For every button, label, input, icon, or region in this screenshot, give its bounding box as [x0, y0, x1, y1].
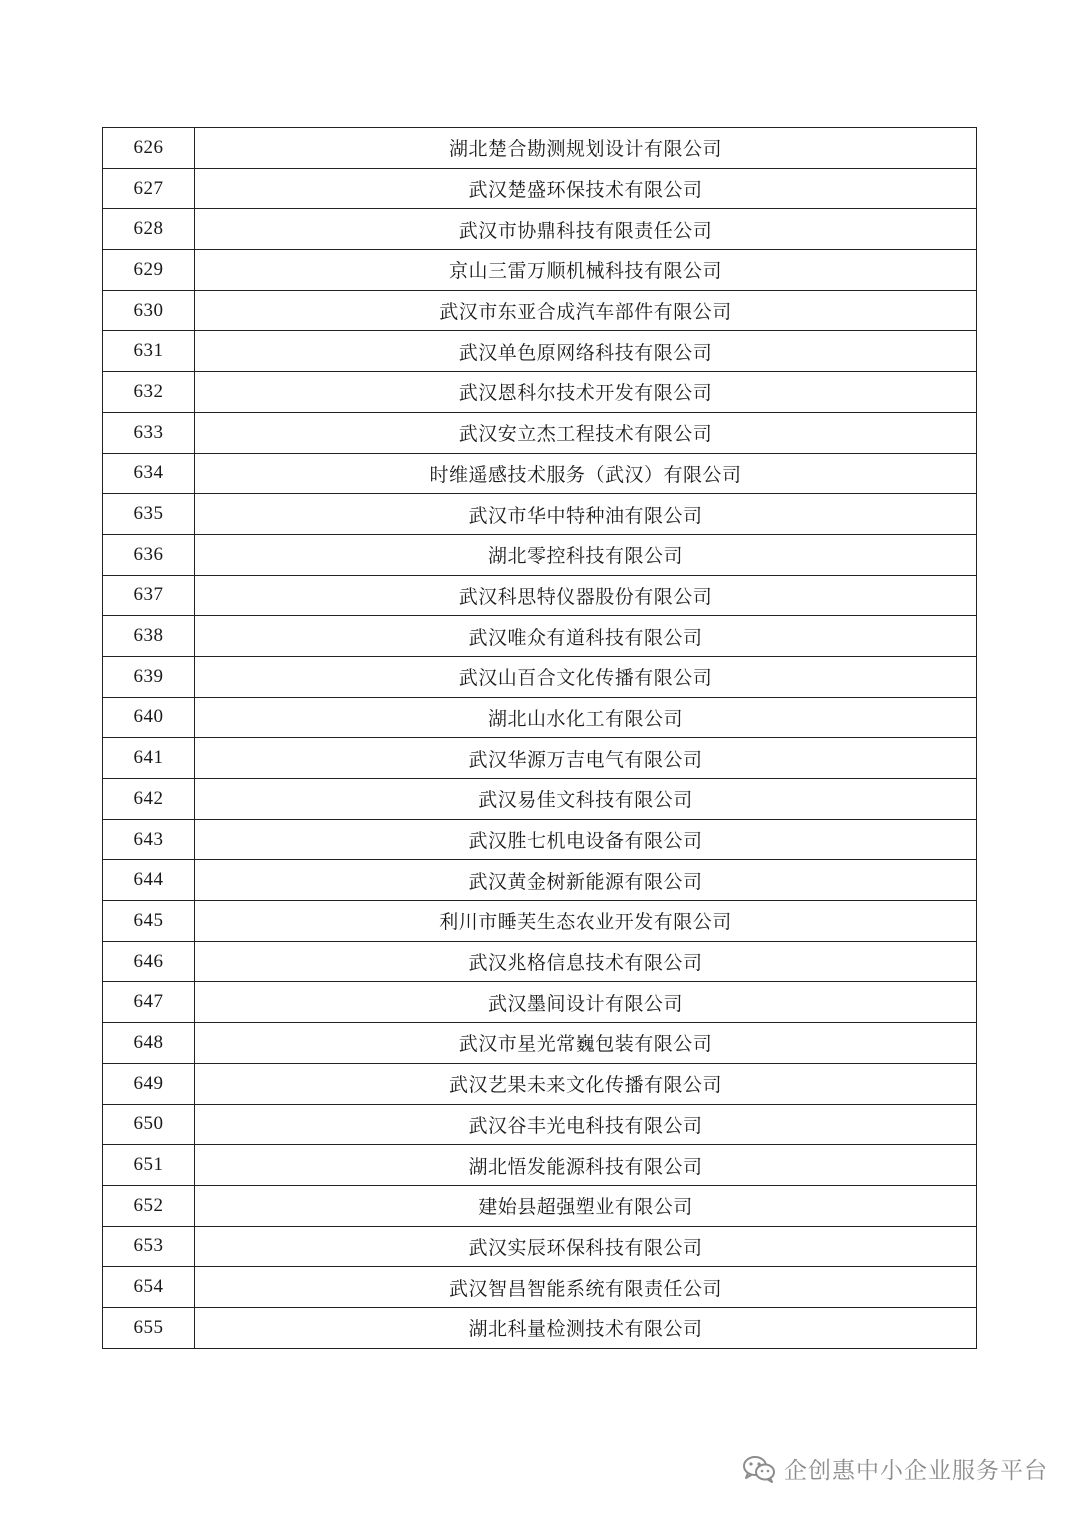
company-name: 武汉黄金树新能源有限公司	[195, 860, 977, 901]
company-name: 武汉华源万吉电气有限公司	[195, 738, 977, 779]
row-number: 648	[103, 1023, 195, 1064]
table-row	[103, 331, 977, 372]
company-name: 武汉兆格信息技术有限公司	[195, 941, 977, 982]
table-row	[103, 534, 977, 575]
row-number: 636	[103, 534, 195, 575]
company-name: 武汉易佳文科技有限公司	[195, 779, 977, 820]
table-row	[103, 412, 977, 453]
row-number: 645	[103, 901, 195, 942]
table-row	[103, 1267, 977, 1308]
row-number: 638	[103, 616, 195, 657]
table-row	[103, 1226, 977, 1267]
company-name: 武汉市华中特种油有限公司	[195, 494, 977, 535]
table-row	[103, 901, 977, 942]
table-row	[103, 738, 977, 779]
table-row	[103, 941, 977, 982]
company-list-table	[102, 127, 977, 1349]
table-row	[103, 779, 977, 820]
company-name: 武汉山百合文化传播有限公司	[195, 656, 977, 697]
row-number: 651	[103, 1145, 195, 1186]
table-row	[103, 1307, 977, 1348]
table-row	[103, 575, 977, 616]
watermark	[742, 1452, 1048, 1485]
table-row	[103, 819, 977, 860]
row-number: 647	[103, 982, 195, 1023]
table-row	[103, 1023, 977, 1064]
table-row	[103, 494, 977, 535]
company-name: 武汉市东亚合成汽车部件有限公司	[195, 290, 977, 331]
row-number: 644	[103, 860, 195, 901]
wechat-icon	[742, 1455, 776, 1483]
row-number: 654	[103, 1267, 195, 1308]
company-name: 武汉楚盛环保技术有限公司	[195, 168, 977, 209]
table-row	[103, 168, 977, 209]
table-row	[103, 860, 977, 901]
table-row	[103, 697, 977, 738]
table-row	[103, 128, 977, 169]
row-number: 652	[103, 1185, 195, 1226]
company-name: 时维遥感技术服务（武汉）有限公司	[195, 453, 977, 494]
company-name: 湖北零控科技有限公司	[195, 534, 977, 575]
company-name: 武汉实辰环保科技有限公司	[195, 1226, 977, 1267]
company-name: 利川市睡芙生态农业开发有限公司	[195, 901, 977, 942]
row-number: 626	[103, 128, 195, 169]
row-number: 633	[103, 412, 195, 453]
row-number: 650	[103, 1104, 195, 1145]
company-name: 武汉艺果未来文化传播有限公司	[195, 1063, 977, 1104]
table-row	[103, 1104, 977, 1145]
table-row	[103, 656, 977, 697]
company-name: 武汉市星光常巍包装有限公司	[195, 1023, 977, 1064]
row-number: 642	[103, 779, 195, 820]
company-name: 京山三雷万顺机械科技有限公司	[195, 250, 977, 291]
table-row	[103, 209, 977, 250]
row-number: 627	[103, 168, 195, 209]
row-number: 639	[103, 656, 195, 697]
company-name: 湖北悟发能源科技有限公司	[195, 1145, 977, 1186]
company-name: 武汉市协鼎科技有限责任公司	[195, 209, 977, 250]
row-number: 637	[103, 575, 195, 616]
row-number: 634	[103, 453, 195, 494]
company-name: 武汉胜七机电设备有限公司	[195, 819, 977, 860]
row-number: 643	[103, 819, 195, 860]
company-name: 湖北科量检测技术有限公司	[195, 1307, 977, 1348]
table-row	[103, 982, 977, 1023]
row-number: 653	[103, 1226, 195, 1267]
table-body	[103, 128, 977, 1349]
table-row	[103, 616, 977, 657]
row-number: 632	[103, 372, 195, 413]
row-number: 646	[103, 941, 195, 982]
company-name: 湖北山水化工有限公司	[195, 697, 977, 738]
table-row	[103, 1185, 977, 1226]
row-number: 641	[103, 738, 195, 779]
table-row	[103, 250, 977, 291]
company-name: 武汉唯众有道科技有限公司	[195, 616, 977, 657]
company-name: 武汉墨间设计有限公司	[195, 982, 977, 1023]
company-name: 武汉安立杰工程技术有限公司	[195, 412, 977, 453]
table-row	[103, 372, 977, 413]
company-name: 武汉单色原网络科技有限公司	[195, 331, 977, 372]
company-name: 武汉智昌智能系统有限责任公司	[195, 1267, 977, 1308]
row-number: 655	[103, 1307, 195, 1348]
row-number: 640	[103, 697, 195, 738]
table-row	[103, 1063, 977, 1104]
company-name: 武汉恩科尔技术开发有限公司	[195, 372, 977, 413]
table-row	[103, 453, 977, 494]
row-number: 631	[103, 331, 195, 372]
row-number: 635	[103, 494, 195, 535]
company-name: 湖北楚合勘测规划设计有限公司	[195, 128, 977, 169]
row-number: 628	[103, 209, 195, 250]
watermark-text: 企创惠中小企业服务平台	[784, 1458, 1048, 1484]
company-name: 建始县超强塑业有限公司	[195, 1185, 977, 1226]
row-number: 630	[103, 290, 195, 331]
company-name: 武汉谷丰光电科技有限公司	[195, 1104, 977, 1145]
table-row	[103, 290, 977, 331]
company-name: 武汉科思特仪器股份有限公司	[195, 575, 977, 616]
row-number: 649	[103, 1063, 195, 1104]
table-row	[103, 1145, 977, 1186]
row-number: 629	[103, 250, 195, 291]
